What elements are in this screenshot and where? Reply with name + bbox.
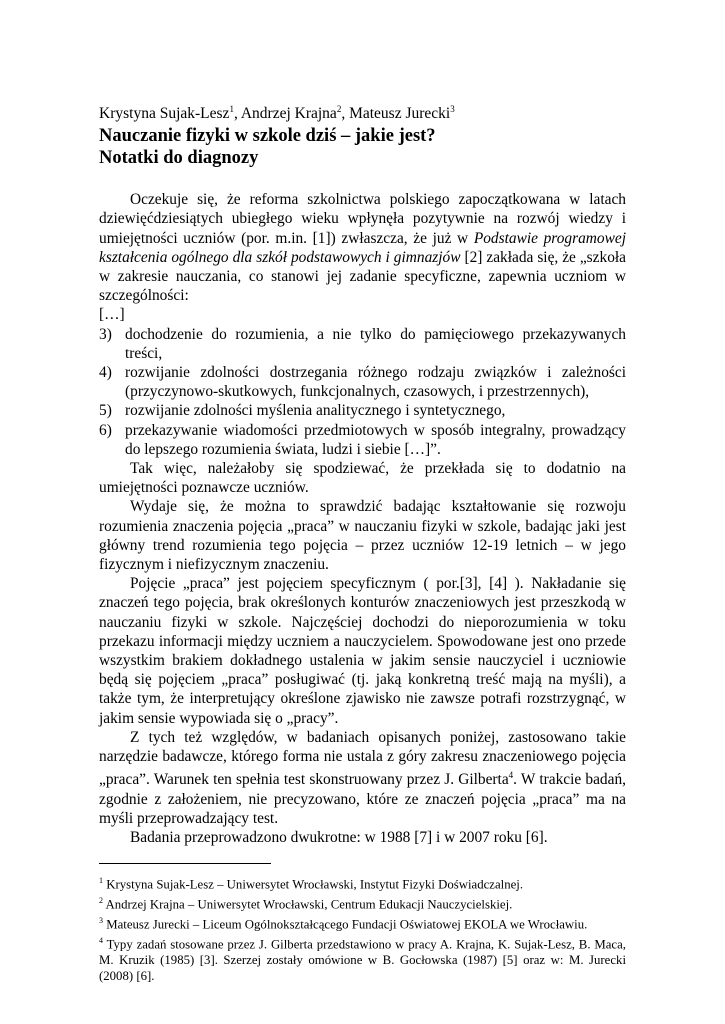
footnote-ref[interactable]: 3 <box>450 104 455 114</box>
footnote-mark: 3 <box>99 916 103 926</box>
author-name: Mateusz Jurecki <box>349 105 451 123</box>
footnote-ref[interactable]: 2 <box>336 104 342 114</box>
list-item <box>99 363 626 401</box>
paper-page <box>99 99 626 985</box>
list-item-text: przekazywanie wiadomości przedmiotowych w sposób integralny, prowadzący do lepszego rozumienia świata, ludzi i siebie […]”. <box>125 421 626 458</box>
footnote <box>99 913 626 933</box>
intro-text-continued: [2] zakłada się, że „szkoła w zakresie nauczania, co stanowi jej zadanie specyficzne, zapewnia uczniom w szczególności: <box>99 248 626 305</box>
footnote-divider <box>99 863 271 864</box>
paragraph: Wydaje się, że można to sprawdzić badając kształtowanie się rozwoju rozumienia znaczenia pojęcia „praca” w nauczaniu fizyki w szkole, badając jaki jest główny trend rozumienia tego pojęcia – przez uczniów 12-19 letnich – w jego fizycznym i niefizycznym znaczeniu. <box>99 498 626 574</box>
list-item-text: rozwijanie zdolności myślenia analitycznego i syntetycznego, <box>125 402 506 420</box>
list-item <box>99 421 626 459</box>
title-line-1: Nauczanie fizyki w szkole dziś – jakie jest? <box>99 126 436 147</box>
paragraph-text-continued: . W trakcie badań, zgodnie z założeniem, nie precyzowano, które ze znaczeń pojęcia „praca” ma na myśli przeprowadzający test. <box>99 771 626 827</box>
paragraph-intro <box>99 190 626 305</box>
footnote-mark: 4 <box>99 936 103 946</box>
footnote-text: Typy zadań stosowane przez J. Gilberta przedstawiono w pracy A. Krajna, K. Sujak-Lesz, B. Maca, M. Kruzik (1985) [3]. Szerzej zostały omówione w B. Gocłowska (1987) [5] oraz w: M. Jurecki (2008) [6]. <box>99 937 626 984</box>
paper-title <box>99 125 626 169</box>
ellipsis: […] <box>99 306 125 324</box>
footnote <box>99 893 626 913</box>
footnote <box>99 933 626 985</box>
footnote <box>99 873 626 893</box>
footnote-mark: 1 <box>99 876 103 886</box>
list-number: 4) <box>99 363 112 381</box>
paragraph-text: Z tych też względów, w badaniach opisanych poniżej, zastosowano takie narzędzie badawcze, którego forma nie ustala z góry zakresu znaczeniowego pojęcia „praca”. Warunek ten spełnia test skonstruowany przez J. Gilberta <box>99 728 626 789</box>
list-number: 3) <box>99 325 112 343</box>
footnote-text: Krystyna Sujak-Lesz – Uniwersytet Wrocławski, Instytut Fizyki Doświadczalnej. <box>106 877 524 892</box>
list-number: 6) <box>99 421 112 439</box>
footnotes <box>99 873 626 985</box>
paragraph: Badania przeprowadzono dwukrotne: w 1988 [7] i w 2007 roku [6]. <box>130 828 548 846</box>
list-number: 5) <box>99 402 112 420</box>
footnote-ref[interactable]: 1 <box>229 104 234 114</box>
list-item-text: dochodzenie do rozumienia, a nie tylko do pamięciowego przekazywanych treści, <box>125 325 626 362</box>
list-item <box>99 401 626 420</box>
numbered-list <box>99 325 626 459</box>
paragraph: Pojęcie „praca” jest pojęciem specyficznym ( por.[3], [4] ). Nakładanie się znaczeń tego pojęcia, brak określonych konturów znaczeniowych jest przeszkodą w nauczaniu fizyki w szkole. Najczęściej dochodzi do nieporozumienia w toku przekazu informacji między uczniem a nauczycielem. Spowodowane jest ono przede wszystkim brakiem dokładnego ustalenia w jakim sensie nauczyciel i uczniowie będą się pojęciem „praca” posługiwać (tj. jaką konkretną treść mają na myśli), a także tym, że interpretujący określone zjawisko nie zawsze potrafi rozstrzygnąć, w jakim sensie wypowiada się o „pracy”. <box>99 575 626 727</box>
title-line-2: Notatki do diagnozy <box>99 148 259 169</box>
author-name: Andrzej Krajna <box>240 105 337 123</box>
footnote-mark: 2 <box>99 896 103 906</box>
footnote-ref[interactable]: 4 <box>508 770 514 781</box>
author-name: Krystyna Sujak-Lesz <box>99 105 230 123</box>
author-line: Krystyna Sujak-Lesz$^1$, Andrzej Krajna$^2$, Mateusz Jurecki$^3$ <box>99 104 455 123</box>
body-text <box>99 190 626 847</box>
document-title-italic: Podstawie programowej kształcenia ogólnego dla szkół podstawowych i gimnazjów <box>99 229 626 266</box>
footnote-text: Mateusz Jurecki – Liceum Ogólnokształcącego Fundacji Oświatowej EKOLA we Wrocławiu. <box>106 917 588 932</box>
footnote-text: Andrzej Krajna – Uniwersytet Wrocławski, Centrum Edukacji Nauczycielskiej. <box>105 897 513 912</box>
intro-text: Oczekuje się, że reforma szkolnictwa polskiego zapoczątkowana w latach dziewięćdziesiątych ubiegłego wieku wpłynęła pozytywnie na rozwój wiedzy i umiejętności uczniów (por. m.in. [1]) zwłaszcza, że już w <box>99 191 626 247</box>
list-item-text: rozwijanie zdolności dostrzegania różnego rodzaju związków i zależności (przyczynowo-skutkowych, funkcjonalnych, czasowych, i przestrzennych), <box>125 363 626 401</box>
paragraph: Tak więc, należałoby się spodziewać, że przekłada się to dodatnio na umiejętności poznawcze uczniów. <box>99 460 626 497</box>
paragraph <box>99 728 626 828</box>
list-item <box>99 325 626 363</box>
